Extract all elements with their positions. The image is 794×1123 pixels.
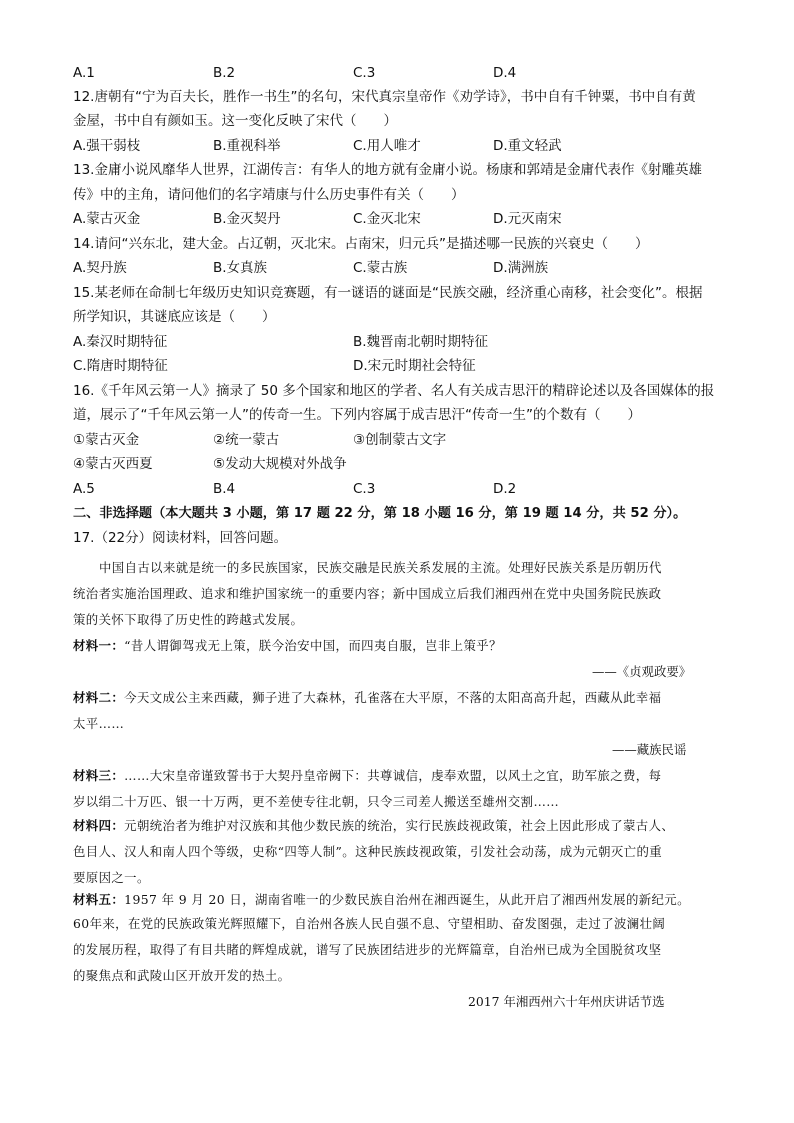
material-3-line-2: 岁以绢二十万匹、银一十万两，更不差使专往北朝，只令三司差人搬送至雄州交割…… [73,794,560,809]
q11-option-a: A.1 [73,65,95,81]
material-5-line-2: 60年来，在党的民族政策光辉照耀下，自治州各族人民自强不息、守望相助、奋发图强，走过了波澜壮阔 [73,916,666,931]
q12-stem-line-1: 12.唐朝有“宁为百夫长，胜作一书生”的名句，宋代真宗皇帝作《劝学诗》，书中自有千钟粟，书中自有黄 [73,89,696,105]
material-2-source: ——藏族民谣 [612,742,687,757]
q16-item-3: ③创制蒙古文字 [353,432,447,448]
material-2-line-2: 太平…… [73,716,125,731]
material-5-line-4: 的聚焦点和武陵山区开放开发的热土。 [73,968,291,983]
q16-option-b: B.4 [213,481,236,497]
q15-option-b: B.魏晋南北朝时期特征 [353,334,489,350]
q15-option-c: C.隋唐时期特征 [73,358,168,374]
q14-option-d: D.满洲族 [493,260,549,276]
q11-option-b: B.2 [213,65,236,81]
material-5-text-1: 1957 年 9 月 20 日，湖南省唯一的少数民族自治州在湘西诞生，从此开启了湘西州发展的新纪元。 [124,892,690,907]
material-1-label: 材料一： [73,638,125,653]
material-1 [73,637,502,655]
q14-option-c: C.蒙古族 [353,260,408,276]
q12-option-c: C.用人唯才 [353,138,421,154]
material-2-label: 材料二： [73,690,125,705]
q12-option-d: D.重文轻武 [493,138,562,154]
material-2-text-1: 今天文成公主来西藏，狮子进了大森林，孔雀落在大平原，不落的太阳高高升起，西藏从此幸福 [124,690,662,705]
material-1-source: ——《贞观政要》 [592,664,692,679]
q13-option-b: B.金灭契丹 [213,211,281,227]
material-5-line-1 [73,891,690,909]
material-5-line-3: 的发展历程，取得了有目共睹的辉煌成就，谱写了民族团结进步的光辉篇章，自治州已成为全国脱贫攻坚 [73,942,662,957]
q12-option-b: B.重视科举 [213,138,281,154]
q15-option-a: A.秦汉时期特征 [73,334,168,350]
q17-intro-line-3: 策的关怀下取得了历史性的跨越式发展。 [73,612,304,627]
q15-stem-line-2: 所学知识，其谜底应该是（ ） [73,309,276,325]
q16-item-1: ①蒙古灭金 [73,432,140,448]
q16-option-a: A.5 [73,481,95,497]
q17-stem: 17.（22分）阅读材料，回答问题。 [73,530,288,546]
material-5-label: 材料五： [73,892,125,907]
material-4-text-1: 元朝统治者为维护对汉族和其他少数民族的统治，实行民族歧视政策，社会上因此形成了蒙古人、 [124,818,675,833]
q11-option-d: D.4 [493,65,517,81]
material-4-line-2: 色目人、汉人和南人四个等级，史称“四等人制”。这种民族歧视政策，引发社会动荡，成为元朝灭亡的重 [73,844,663,859]
q13-option-a: A.蒙古灭金 [73,211,141,227]
q15-stem-line-1: 15.某老师在命制七年级历史知识竞赛题，有一谜语的谜面是“民族交融，经济重心南移，社会变化”。根据 [73,285,703,301]
q13-option-d: D.元灭南宋 [493,211,562,227]
q16-option-d: D.2 [493,481,517,497]
q16-stem-line-1: 16.《千年风云第一人》摘录了 50 多个国家和地区的学者、名人有关成吉思汗的精辟论述以及各国媒体的报 [73,383,715,399]
material-3-line-1 [73,767,661,785]
material-4-line-3: 要原因之一。 [73,870,150,885]
q14-stem-line-1: 14.请问“兴东北，建大金。占辽朝，灭北宋。占南宋，归元兵”是描述哪一民族的兴衰史（ ） [73,236,649,252]
q16-option-c: C.3 [353,481,376,497]
q13-stem-line-2: 传》中的主角，请问他们的名字靖康与什么历史事件有关（ ） [73,187,465,203]
q12-option-a: A.强干弱枝 [73,138,141,154]
q16-item-5: ⑤发动大规模对外战争 [213,456,347,472]
q16-item-4: ④蒙古灭西夏 [73,456,153,472]
material-4-label: 材料四： [73,818,125,833]
q11-option-c: C.3 [353,65,376,81]
q13-stem-line-1: 13.金庸小说风靡华人世界，江湖传言：有华人的地方就有金庸小说。杨康和郭靖是金庸代表作《射雕英雄 [73,162,702,178]
q17-intro-line-1: 中国自古以来就是统一的多民族国家，民族交融是民族关系发展的主流。处理好民族关系是历朝历代 [99,560,662,575]
section-heading: 二、非选择题（本大题共 3 小题，第 17 题 22 分，第 18 小题 16 分，第 19 题 14 分，共 52 分）。 [73,506,687,521]
q16-stem-line-2: 道，展示了“千年风云第一人”的传奇一生。下列内容属于成吉思汗“传奇一生”的个数有（ ） [73,407,641,423]
q12-stem-line-2: 金屋，书中自有颜如玉。这一变化反映了宋代（ ） [73,113,397,129]
q15-option-d: D.宋元时期社会特征 [353,358,476,374]
q14-option-b: B.女真族 [213,260,268,276]
q13-option-c: C.金灭北宋 [353,211,421,227]
material-5-source: 2017 年湘西州六十年州庆讲话节选 [468,994,665,1009]
material-4-line-1 [73,817,674,835]
material-1-text: “昔人谓御驾戎无上策，朕今治安中国，而四夷自服，岂非上策乎？ [124,638,502,653]
q14-option-a: A.契丹族 [73,260,127,276]
q16-item-2: ②统一蒙古 [213,432,280,448]
q17-intro-line-2: 统治者实施治国理政、追求和维护国家统一的重要内容；新中国成立后我们湘西州在党中央国务院民族政 [73,586,662,601]
material-3-label: 材料三： [73,768,125,783]
material-2-line-1 [73,689,661,707]
material-3-text-1: ……大宋皇帝谨致誓书于大契丹皇帝阙下：共尊诚信，虔奉欢盟，以风土之宜，助军旅之费，每 [124,768,662,783]
